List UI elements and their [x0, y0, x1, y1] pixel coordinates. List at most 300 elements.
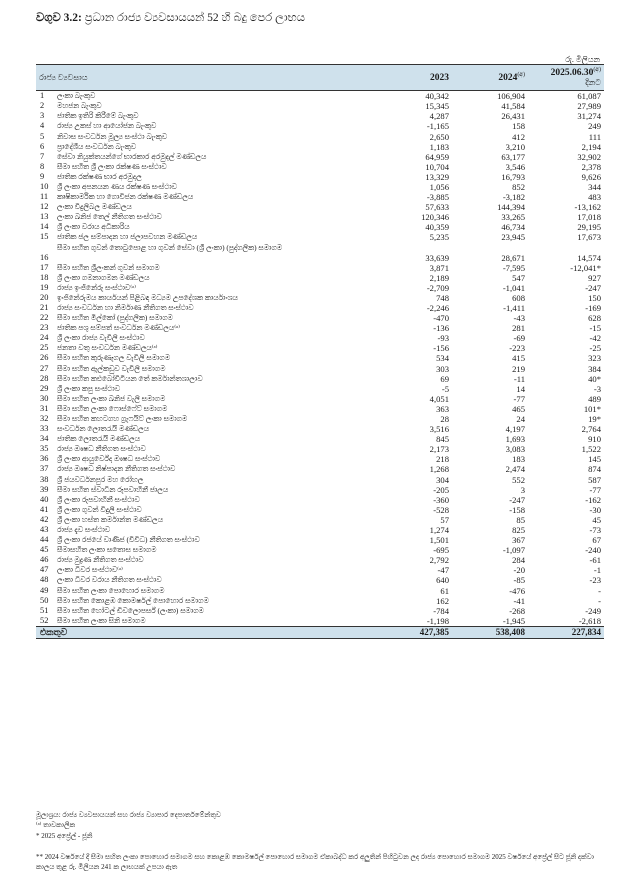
table-row	[36, 283, 604, 293]
row-index: 45	[40, 545, 49, 555]
row-2023: 69	[440, 373, 450, 384]
row-index: 36	[40, 454, 49, 464]
row-index: 10	[40, 182, 49, 191]
row-name: ශ්‍රී ජයවර්ධනපුර මහ රෝහල	[57, 474, 144, 484]
row-2024: -43	[513, 313, 526, 324]
row-2024: -1,041	[502, 282, 526, 293]
table-row	[36, 616, 604, 627]
row-name: ප්‍රාදේශීය සංවර්ධන බැංකුව	[57, 141, 137, 151]
table-row	[36, 101, 604, 111]
header-2023: 2023	[374, 65, 452, 91]
row-index: 29	[40, 383, 49, 393]
table-row	[36, 313, 604, 323]
row-index: 18	[40, 272, 49, 282]
row-2024: -20	[513, 565, 526, 576]
row-index: 3	[40, 111, 45, 121]
table-row	[36, 192, 604, 202]
row-2025: 29,195	[577, 222, 602, 233]
row-index: 13	[40, 212, 49, 222]
row-2025: 32,902	[577, 151, 602, 162]
row-2025: -162	[585, 494, 602, 505]
row-2023: 1,274	[429, 525, 450, 535]
row-name: සීමා සහිත ලංකා පොහොර සමාගම	[57, 585, 165, 595]
row-2025: -61	[589, 555, 602, 566]
row-2023: -2,709	[426, 282, 450, 293]
row-index: 14	[40, 222, 49, 232]
table-row	[36, 485, 604, 495]
row-2024: -158	[509, 504, 526, 515]
row-2023: 61	[440, 585, 450, 596]
row-name: ශ්‍රී ලංකා ගුවන් විදුලි සංස්ථාව	[57, 504, 142, 514]
row-2025: 9,626	[581, 171, 602, 182]
row-name: ලංකා විදුලිබල මණ්ඩලය	[57, 202, 132, 212]
table-row	[36, 596, 604, 606]
row-2025: 17,673	[577, 232, 602, 243]
row-2023: 1,056	[429, 182, 450, 192]
row-name: සීමා සහිත කහටගහ ග්‍රැෆයිට් ලංකා සමාගම	[57, 413, 188, 423]
row-name: රාජ්‍ය ඖෂධ නිෂ්පාදන නීතිගත සංස්ථාව	[57, 464, 176, 474]
table-row	[36, 475, 604, 485]
row-2023: -360	[433, 494, 450, 505]
row-name: ශ්‍රී ලංකා අපනයන ණය රක්ෂණ සංස්ථාව	[57, 182, 177, 191]
row-name: ශ්‍රී ලංකා රූපවාහිනී සංස්ථාව	[57, 494, 140, 504]
row-2023: 57	[440, 514, 450, 525]
row-2025: -	[598, 595, 602, 606]
row-2023: -205	[433, 484, 450, 495]
row-2025: 19*	[588, 413, 602, 424]
row-2024: 23,945	[501, 232, 526, 243]
profit-table	[36, 64, 604, 639]
table-row	[36, 152, 604, 162]
row-2024: 412	[512, 131, 526, 142]
row-2024: -1,411	[503, 302, 526, 313]
row-2025: 2,378	[581, 161, 602, 172]
row-index: 2	[40, 101, 45, 111]
row-2024: 465	[512, 403, 526, 414]
row-2024: 33,265	[501, 212, 526, 223]
row-index: 15	[40, 232, 49, 242]
row-index: 20	[40, 292, 49, 302]
row-2025: 2,194	[581, 141, 602, 152]
row-index: 31	[40, 403, 49, 413]
row-2023: 28	[440, 413, 450, 424]
row-2024: -223	[509, 343, 526, 354]
row-2023: 640	[436, 575, 450, 586]
row-2025: 874	[588, 464, 602, 475]
table-row	[36, 172, 604, 182]
table-row	[36, 202, 604, 212]
row-2024: 367	[512, 535, 526, 546]
row-2025: 2,764	[581, 424, 602, 435]
row-name: රාජ්‍ය සංවර්ධන හා නිර්මාණ නීතිගත සංස්ථාව	[57, 302, 194, 312]
row-2024: -247	[509, 494, 526, 505]
table-row	[36, 575, 604, 585]
table-row	[36, 374, 604, 384]
row-2025: 384	[588, 363, 602, 374]
row-index: 43	[40, 525, 49, 534]
row-name: සීමා සහිත ස්වාධීන රූපවාහිනී ජාලය	[57, 484, 169, 494]
row-index: 35	[40, 444, 49, 454]
row-2025: -	[598, 585, 602, 596]
row-2025: -42	[589, 333, 602, 344]
row-2024: 24	[516, 413, 526, 424]
table-row	[36, 606, 604, 616]
row-2024: 46,734	[501, 222, 526, 233]
table-row	[36, 394, 604, 404]
row-2025: -30	[589, 504, 602, 515]
table-row	[36, 121, 604, 131]
row-2023: -470	[433, 313, 450, 324]
row-index: 8	[40, 161, 45, 171]
row-2024: 3,546	[505, 161, 526, 172]
row-name: සීමා සහිත ගුවන් තොටුපොළ හා ගුවන් සේවා (ශ්‍රී ලංකා) (පුද්ගලික) සමාගම	[57, 242, 283, 252]
row-index: 50	[40, 595, 49, 605]
row-2024: -1,097	[502, 545, 526, 556]
period-note: * 2025 අප්‍රේල් - ජූනි	[36, 832, 93, 840]
row-2023: -5	[441, 383, 450, 394]
row-2025: 40*	[588, 373, 602, 384]
row-name: ශ්‍රී ලංකා ආයුර්වේද ඖෂධ සංස්ථාව	[57, 454, 161, 464]
table-row	[36, 454, 604, 464]
table-row	[36, 444, 604, 454]
row-name: ලංකා ධීවර සංස්ථාව⁽ᵃ⁾	[57, 565, 123, 575]
header-2025-sub: දිනට	[585, 78, 602, 88]
row-2025: 101*	[583, 403, 602, 414]
row-name: රාජ්‍ය ඖෂධ නීතිගත සංස්ථාව	[57, 444, 146, 454]
row-index: 6	[40, 141, 45, 151]
row-name: රාජ්‍ය දැව සංස්ථාව	[57, 525, 111, 534]
row-index: 41	[40, 504, 49, 514]
row-2025: -77	[589, 484, 602, 495]
row-2024: 852	[512, 182, 526, 192]
table-row	[36, 212, 604, 222]
table-title	[36, 12, 305, 25]
row-index: 47	[40, 565, 49, 575]
table-title-text: ප්‍රධාන රාජ්‍ය ව්‍යවසායයන් 52 හි බදු පෙර ලාභය	[84, 12, 305, 24]
row-name: රාජ්‍ය ඉංජිනේරු සංස්ථාව⁽ᵃ⁾	[57, 282, 136, 292]
row-index: 4	[40, 121, 45, 131]
row-2023: 2,792	[429, 555, 450, 566]
row-2024: -11	[513, 373, 526, 384]
row-2024: 219	[512, 363, 526, 374]
row-2025: 910	[588, 434, 602, 445]
row-index: 9	[40, 171, 45, 181]
row-name: ශ්‍රී ලංකා වරාය අධිකාරිය	[57, 222, 130, 232]
row-2025: -1	[593, 565, 602, 576]
table-row	[36, 222, 604, 232]
row-2025: -25	[589, 343, 602, 354]
total-label: එකතුව	[36, 626, 374, 638]
row-2023: -156	[433, 343, 450, 354]
row-2023: 3,871	[429, 262, 450, 273]
row-2025: 927	[588, 272, 602, 283]
row-2025: 31,274	[577, 111, 602, 122]
row-2023: -136	[433, 323, 450, 334]
row-index: 7	[40, 151, 45, 161]
table-row	[36, 464, 604, 474]
row-2024: 825	[512, 525, 526, 535]
row-2023: 4,051	[429, 393, 450, 404]
row-name: සීමාසහිත ලංකා සතොස සමාගම	[57, 545, 157, 555]
row-index: 40	[40, 494, 49, 504]
header-name: රාජ්‍ය ව්‍යවසාය	[36, 65, 374, 91]
table-row	[36, 505, 604, 515]
row-name: ශ්‍රී ලංකා හස්ත කර්මාන්ත මණ්ඩලය	[57, 514, 164, 524]
row-2023: 40,342	[425, 91, 450, 102]
row-2025: -2,618	[578, 615, 602, 626]
row-2023: -1,165	[426, 121, 450, 132]
table-row	[36, 364, 604, 374]
row-2023: 748	[436, 292, 450, 303]
row-2025: 17,018	[577, 212, 602, 223]
row-index: 34	[40, 434, 49, 444]
row-2023: 1,183	[429, 141, 450, 152]
row-2023: 534	[436, 353, 450, 364]
row-2023: 218	[436, 454, 450, 465]
row-2024: -85	[513, 575, 526, 586]
row-2023: -3,885	[426, 192, 450, 203]
row-name: ශ්‍රී ලංකා කපු සංස්ථාව	[57, 383, 121, 393]
row-2024: 3,083	[505, 444, 526, 455]
row-index: 5	[40, 131, 45, 141]
total-2023: 427,385	[374, 626, 452, 638]
row-2023: 57,633	[425, 202, 450, 213]
row-2023: 2,189	[429, 272, 450, 283]
row-2024: 63,177	[501, 151, 526, 162]
row-2024: 415	[512, 353, 526, 364]
row-2025: 323	[588, 353, 602, 364]
row-index: 25	[40, 343, 49, 353]
row-index: 39	[40, 484, 49, 494]
row-2025: 628	[588, 313, 602, 324]
row-2025: -169	[585, 302, 602, 313]
row-index: 33	[40, 424, 49, 434]
row-2025: -240	[585, 545, 602, 556]
row-index: 37	[40, 464, 49, 474]
row-name: ජාතික ජල සම්පාදන හා ජලාපවහන මණ්ඩලය	[57, 232, 198, 242]
row-name: ලංකා ධීවර වරාය නීතිගත සංස්ථාව	[57, 575, 162, 585]
row-name: සීමා සහිත මිල්කෝ (පුද්ගලික) සමාගම	[57, 313, 173, 323]
row-2023: 363	[436, 403, 450, 414]
header-2025	[528, 65, 604, 91]
provisional-note: ⁽ᵃ⁾ තාවකාලික	[36, 821, 76, 829]
row-name: නිවාස සංවර්ධන මූල්‍ය සංස්ථා බැංකුව	[57, 131, 168, 141]
row-2023: 304	[436, 474, 450, 485]
row-2025: 344	[588, 182, 602, 192]
row-2025: -247	[585, 282, 602, 293]
row-2023: 15,345	[425, 101, 450, 112]
table-row	[36, 495, 604, 505]
row-2024: 552	[512, 474, 526, 485]
row-2023: -784	[433, 605, 450, 616]
table-row	[36, 232, 604, 242]
table-row	[36, 303, 604, 313]
row-2023: -695	[433, 545, 450, 556]
row-index: 38	[40, 474, 49, 484]
row-index: 21	[40, 302, 49, 312]
row-2024: -77	[513, 393, 526, 404]
row-name: ශ්‍රී ලංකා ගමනාගමන මණ්ඩලය	[57, 272, 150, 282]
row-2023: 40,359	[425, 222, 450, 233]
row-2023: -2,246	[426, 302, 450, 313]
row-2024: 41,584	[501, 101, 526, 112]
row-2025: 45	[592, 514, 602, 525]
row-2025: -3	[593, 383, 602, 394]
total-2025: 227,834	[528, 626, 604, 638]
row-2025: 1,522	[581, 444, 602, 455]
row-2025: 67	[592, 535, 602, 546]
unit-label: රු. මිලියන	[565, 55, 600, 64]
row-2023: -47	[437, 565, 450, 576]
table-header-row	[36, 65, 604, 91]
row-index: 42	[40, 514, 49, 524]
row-2024: 85	[516, 514, 526, 525]
row-name: ජනතා වතු සංවර්ධන මණ්ඩලය⁽ᵃ⁾	[57, 343, 158, 353]
row-name: සීමා සහිත ලංකා ෆොස්ෆේට් සමාගම	[57, 403, 168, 413]
row-2023: 3,516	[429, 424, 450, 435]
row-index: 44	[40, 535, 49, 545]
row-2023: 33,639	[425, 252, 450, 263]
row-name: ශ්‍රී ලංකා රජයේ වාණිජ (විවිධ) නීතිගත සංස්ථාව	[57, 535, 200, 545]
table-row	[36, 263, 604, 273]
row-index: 46	[40, 555, 49, 565]
row-2025: -249	[585, 605, 602, 616]
row-2024: 4,197	[505, 424, 526, 435]
row-2023: -1,198	[426, 615, 450, 626]
table-row	[36, 162, 604, 172]
row-2023: 1,501	[429, 535, 450, 546]
row-2023: 13,329	[425, 171, 450, 182]
row-name: සීමා සහිත හෝටල් ඩිවලොපර්ස් (ලංකා) සමාගම	[57, 605, 204, 615]
row-2025: 150	[588, 292, 602, 303]
table-row	[36, 273, 604, 283]
table-row	[36, 424, 604, 434]
header-2025-sup: (අ)	[593, 67, 602, 73]
row-name: සීමා සහිත ශ්‍රී ලංකා රක්ෂණ සංස්ථාව	[57, 161, 167, 171]
row-index: 30	[40, 393, 49, 403]
row-name: ජාතික පශු සම්පත් සංවර්ධන මණ්ඩලය⁽ᵃ⁾	[57, 323, 180, 333]
row-index: 24	[40, 333, 49, 343]
row-name: සීමා සහිත කොළඹ කොමර්ෂල් පොහොර සමාගම	[57, 595, 209, 605]
row-2024: 3,210	[505, 141, 526, 152]
table-body	[36, 91, 604, 627]
row-name: රාජ්‍ය මුද්‍රණ නීතිගත සංස්ථාව	[57, 555, 144, 565]
total-row	[36, 626, 604, 638]
table-row	[36, 182, 604, 192]
source-note: මූලාශ්‍රය: රාජ්‍ය ව්‍යවසායයන් සහ රාජ්‍ය ව්‍යාපාර දෙපාර්තමේන්තුව	[36, 811, 221, 819]
row-2025: -12,041*	[570, 262, 602, 273]
row-2025: -23	[589, 575, 602, 586]
row-name: සීමා සහිත ලංකා ඛනිජ වැලි සමාගම	[57, 393, 166, 403]
table-row	[36, 545, 604, 555]
row-2023: -93	[437, 333, 450, 344]
row-2024: -41	[513, 595, 526, 606]
row-index: 49	[40, 585, 49, 595]
table-row	[36, 404, 604, 414]
row-name: මහජන බැංකුව	[57, 101, 102, 111]
table-row	[36, 535, 604, 545]
row-name: සංවර්ධන ලොතරැයි මණ්ඩලය	[57, 424, 150, 434]
row-2025: 145	[588, 454, 602, 465]
row-2024: 284	[512, 555, 526, 566]
footnote: ** 2024 වර්ෂයේ දී සීමා සහිත ලංකා පොහොර සමාගම සහ කොළඹ කොමර්ෂල් පොහොර සමාගම ඒකාබද්ධ කර අලුතින් පිහිටුවන ලද රාජ්‍ය පොහොර සමාගම 2025 වර්ෂයේ අප්‍රේල් සිට ජූනි දක්වා කාලය තුළ රු. මිලියන 241 ක ලාභයක් උපයා ඇත	[36, 853, 595, 871]
row-2023: 10,704	[425, 161, 450, 172]
row-2024: -69	[513, 333, 526, 344]
row-2025: 249	[588, 121, 602, 132]
row-2024: 1,693	[505, 434, 526, 445]
row-2024: 183	[512, 454, 526, 465]
row-2024: 3	[520, 484, 526, 495]
row-index: 32	[40, 413, 49, 423]
row-2024: -268	[509, 605, 526, 616]
row-index: 12	[40, 202, 49, 212]
row-name: ශ්‍රී ලංකා රාජ්‍ය වැවිලි සංස්ථාව	[57, 333, 145, 343]
table-row	[36, 333, 604, 343]
table-row	[36, 515, 604, 525]
row-name: ජාතික ලොතරැයි මණ්ඩලය	[57, 434, 141, 444]
row-index: 16	[40, 252, 49, 262]
table-row	[36, 414, 604, 424]
table-row	[36, 565, 604, 575]
row-2025: 61,087	[577, 91, 602, 102]
row-2025: 483	[588, 192, 602, 203]
row-2025: -13,162	[574, 202, 602, 213]
row-name: ලංකා ඛනිජ තෙල් නීතිගත සංස්ථාව	[57, 212, 162, 222]
row-index: 11	[40, 192, 49, 202]
table-row	[36, 323, 604, 333]
row-index: 22	[40, 313, 49, 323]
row-2024: 28,671	[501, 252, 526, 263]
table-row	[36, 353, 604, 363]
row-name: ඉංජිනේරුමය කාර්යයන් පිළිබඳ මධ්‍යම උපදේශක කාර්යාංශය	[57, 292, 238, 302]
table-row	[36, 142, 604, 152]
table-number: වගුව 3.2:	[36, 12, 82, 24]
row-2025: -15	[589, 323, 602, 334]
row-2023: -528	[433, 504, 450, 515]
table-row	[36, 343, 604, 353]
table-row	[36, 91, 604, 102]
row-2024: 281	[512, 323, 526, 334]
table-row	[36, 243, 604, 263]
row-2025: 111	[588, 131, 602, 142]
row-2024: -1,945	[502, 615, 526, 626]
row-2023: 303	[436, 363, 450, 374]
row-index: 17	[40, 262, 49, 272]
row-name: ලංකා බැංකුව	[57, 91, 96, 101]
row-2023: 64,959	[425, 151, 450, 162]
row-2024: -476	[509, 585, 526, 596]
row-2025: 587	[588, 474, 602, 485]
row-index: 27	[40, 363, 49, 373]
table-row	[36, 586, 604, 596]
table-row	[36, 293, 604, 303]
table-row	[36, 384, 604, 394]
row-name: රාජ්‍ය උකස් හා ආයෝජන බැංකුව	[57, 121, 157, 131]
row-index: 23	[40, 323, 49, 333]
row-2024: 26,431	[501, 111, 526, 122]
row-2025: 27,989	[577, 101, 602, 112]
row-name: සීමා සහිත ශ්‍රීලංකන් ගුවන් සමාගම	[57, 262, 160, 272]
row-2023: 120,346	[421, 212, 450, 223]
row-2023: 4,287	[429, 111, 450, 122]
row-2024: 158	[512, 121, 526, 132]
row-name: සීමා සහිත කුරුණෑගල වැවිලි සමාගම	[57, 353, 171, 363]
row-2023: 2,650	[429, 131, 450, 142]
row-name: කෘෂිකාර්මික හා ගොවිජන රක්ෂණ මණ්ඩලය	[57, 192, 194, 202]
row-2024: 14	[516, 383, 526, 394]
row-2024: 106,904	[497, 91, 526, 102]
row-2023: 5,235	[429, 232, 450, 243]
